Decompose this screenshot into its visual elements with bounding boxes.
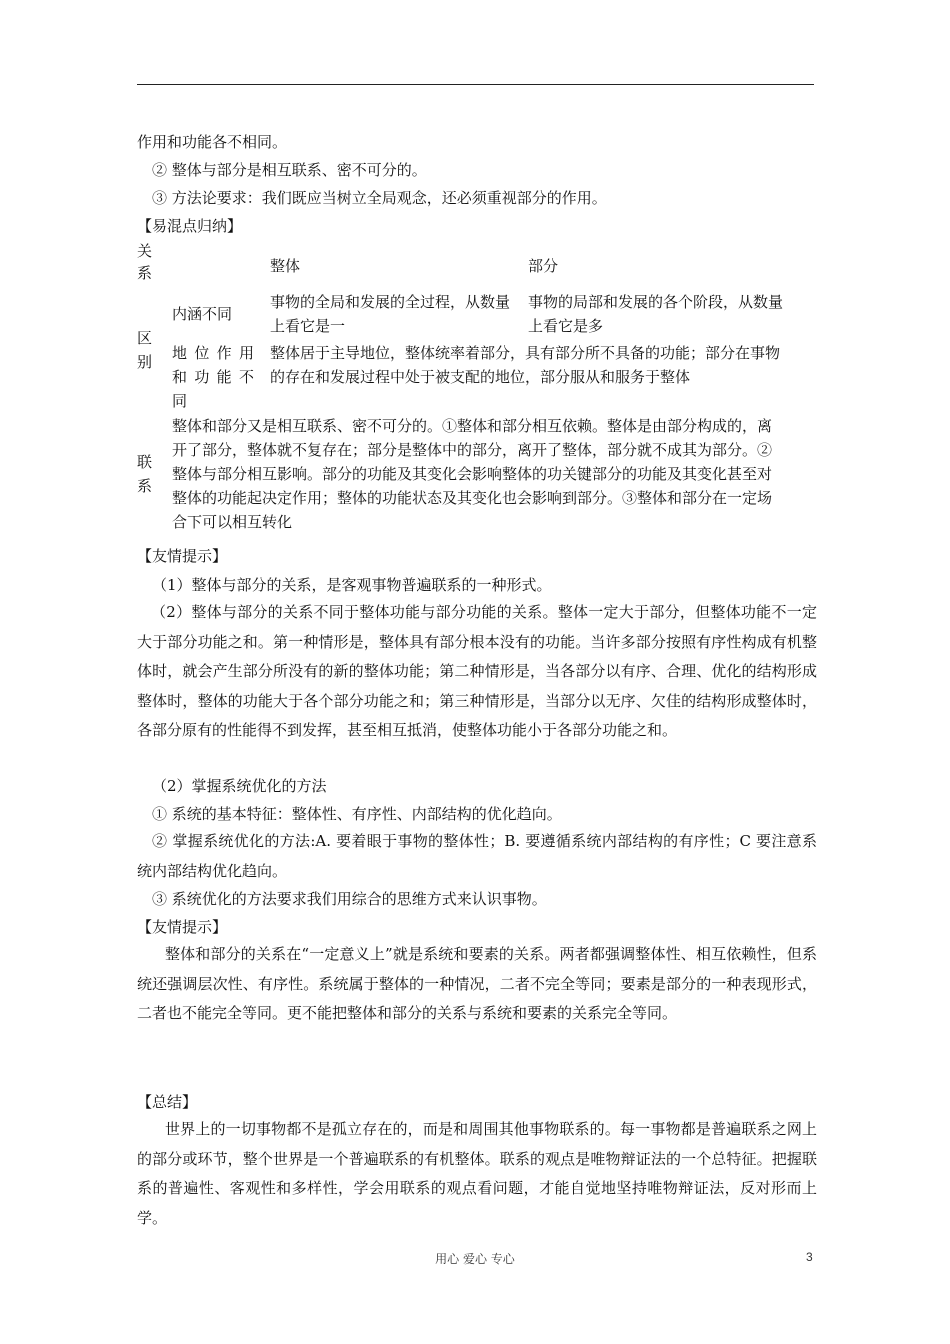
page-footer: 用心 爱心 专心 bbox=[435, 1252, 515, 1266]
paragraph: （2）掌握系统优化的方法 bbox=[152, 777, 327, 795]
paragraph: （2）整体与部分的关系不同于整体功能与部分功能的关系。整体一定大于部分，但整体功能不一定大于部分功能之和。第一种情形是，整体具有部分根本没有的功能。当许多部分按照有序性构成有机整体时，就会产生部分所没有的新的整体功能；第二种情形是，当各部分以有序、合理、优化的结构形成整体时，整体的功能大于各个部分功能之和；第三种情形是，当部分以无序、欠佳的结构形成整体时，各部分原有的性能得不到发挥，甚至相互抵消，使整体功能小于各部分功能之和。 bbox=[137, 603, 817, 740]
table-cell-part: 事物的局部和发展的各个阶段，从数量上看它是多 bbox=[528, 293, 784, 335]
text-line: ② 整体与部分是相互联系、密不可分的。 bbox=[152, 161, 427, 179]
paragraph: 整体和部分的关系在“一定意义上”就是系统和要素的关系。两者都强调整体性、相互依赖性，但系统还强调层次性、有序性。系统属于整体的一种情况，二者不完全等同；要素是部分的一种表现形式，二者也不能完全等同。更不能把整体和部分的关系与系统和要素的关系完全等同。 bbox=[137, 945, 817, 1023]
table-row-label: 内涵不同 bbox=[172, 305, 233, 323]
table-cell-merged: 整体居于主导地位，整体统率着部分，具有部分所不具备的功能；部分在事物的存在和发展过程中处于被支配的地位，部分服从和服务于整体 bbox=[270, 344, 781, 386]
paragraph: ③ 系统优化的方法要求我们用综合的思维方式来认识事物。 bbox=[152, 890, 547, 908]
paragraph: 世界上的一切事物都不是孤立存在的，而是和周围其他事物联系的。每一事物都是普遍联系之网上的部分或环节，整个世界是一个普遍联系的有机整体。联系的观点是唯物辩证法的一个总特征。把握联系的普遍性、客观性和多样性，学会用联系的观点看问题，才能自觉地坚持唯物辩证法，反对形而上学。 bbox=[137, 1120, 817, 1227]
section-heading: 【易混点归纳】 bbox=[137, 217, 243, 235]
text-line: ③ 方法论要求：我们既应当树立全局观念，还必须重视部分的作用。 bbox=[152, 189, 607, 207]
table-row-label: 地 位 作 用 和 功 能 不 同 bbox=[172, 344, 254, 410]
header-rule bbox=[137, 84, 814, 85]
table-header-relation: 关系 bbox=[137, 242, 153, 282]
table-cell-whole: 事物的全局和发展的全过程，从数量上看它是一 bbox=[270, 293, 511, 335]
section-heading: 【友情提示】 bbox=[137, 918, 228, 936]
table-header-whole: 整体 bbox=[270, 257, 301, 275]
page-number: 3 bbox=[806, 1250, 813, 1264]
table-label-difference: 区别 bbox=[137, 329, 153, 371]
paragraph: （1）整体与部分的关系，是客观事物普遍联系的一种形式。 bbox=[152, 576, 552, 594]
text-line: 作用和功能各不相同。 bbox=[137, 133, 288, 151]
table-header-part: 部分 bbox=[528, 257, 559, 275]
table-label-link: 联系 bbox=[137, 453, 153, 495]
paragraph: ② 掌握系统优化的方法:A. 要着眼于事物的整体性；B. 要遵循系统内部结构的有序性；C 要注意系统内部结构优化趋向。 bbox=[137, 832, 817, 880]
section-heading: 【友情提示】 bbox=[137, 547, 228, 565]
paragraph: ① 系统的基本特征：整体性、有序性、内部结构的优化趋向。 bbox=[152, 805, 562, 823]
section-heading: 【总结】 bbox=[137, 1093, 198, 1111]
table-cell-link: 整体和部分又是相互联系、密不可分的。①整体和部分相互依赖。整体是由部分构成的，离开了部分，整体就不复存在；部分是整体中的部分，离开了整体，部分就不成其为部分。②整体与部分相互影响。部分的功能及其变化会影响整体的功关键部分的功能及其变化甚至对整体的功能起决定作用；整体的功能状态及其变化也会影响到部分。③整体和部分在一定场合下可以相互转化 bbox=[172, 417, 773, 531]
